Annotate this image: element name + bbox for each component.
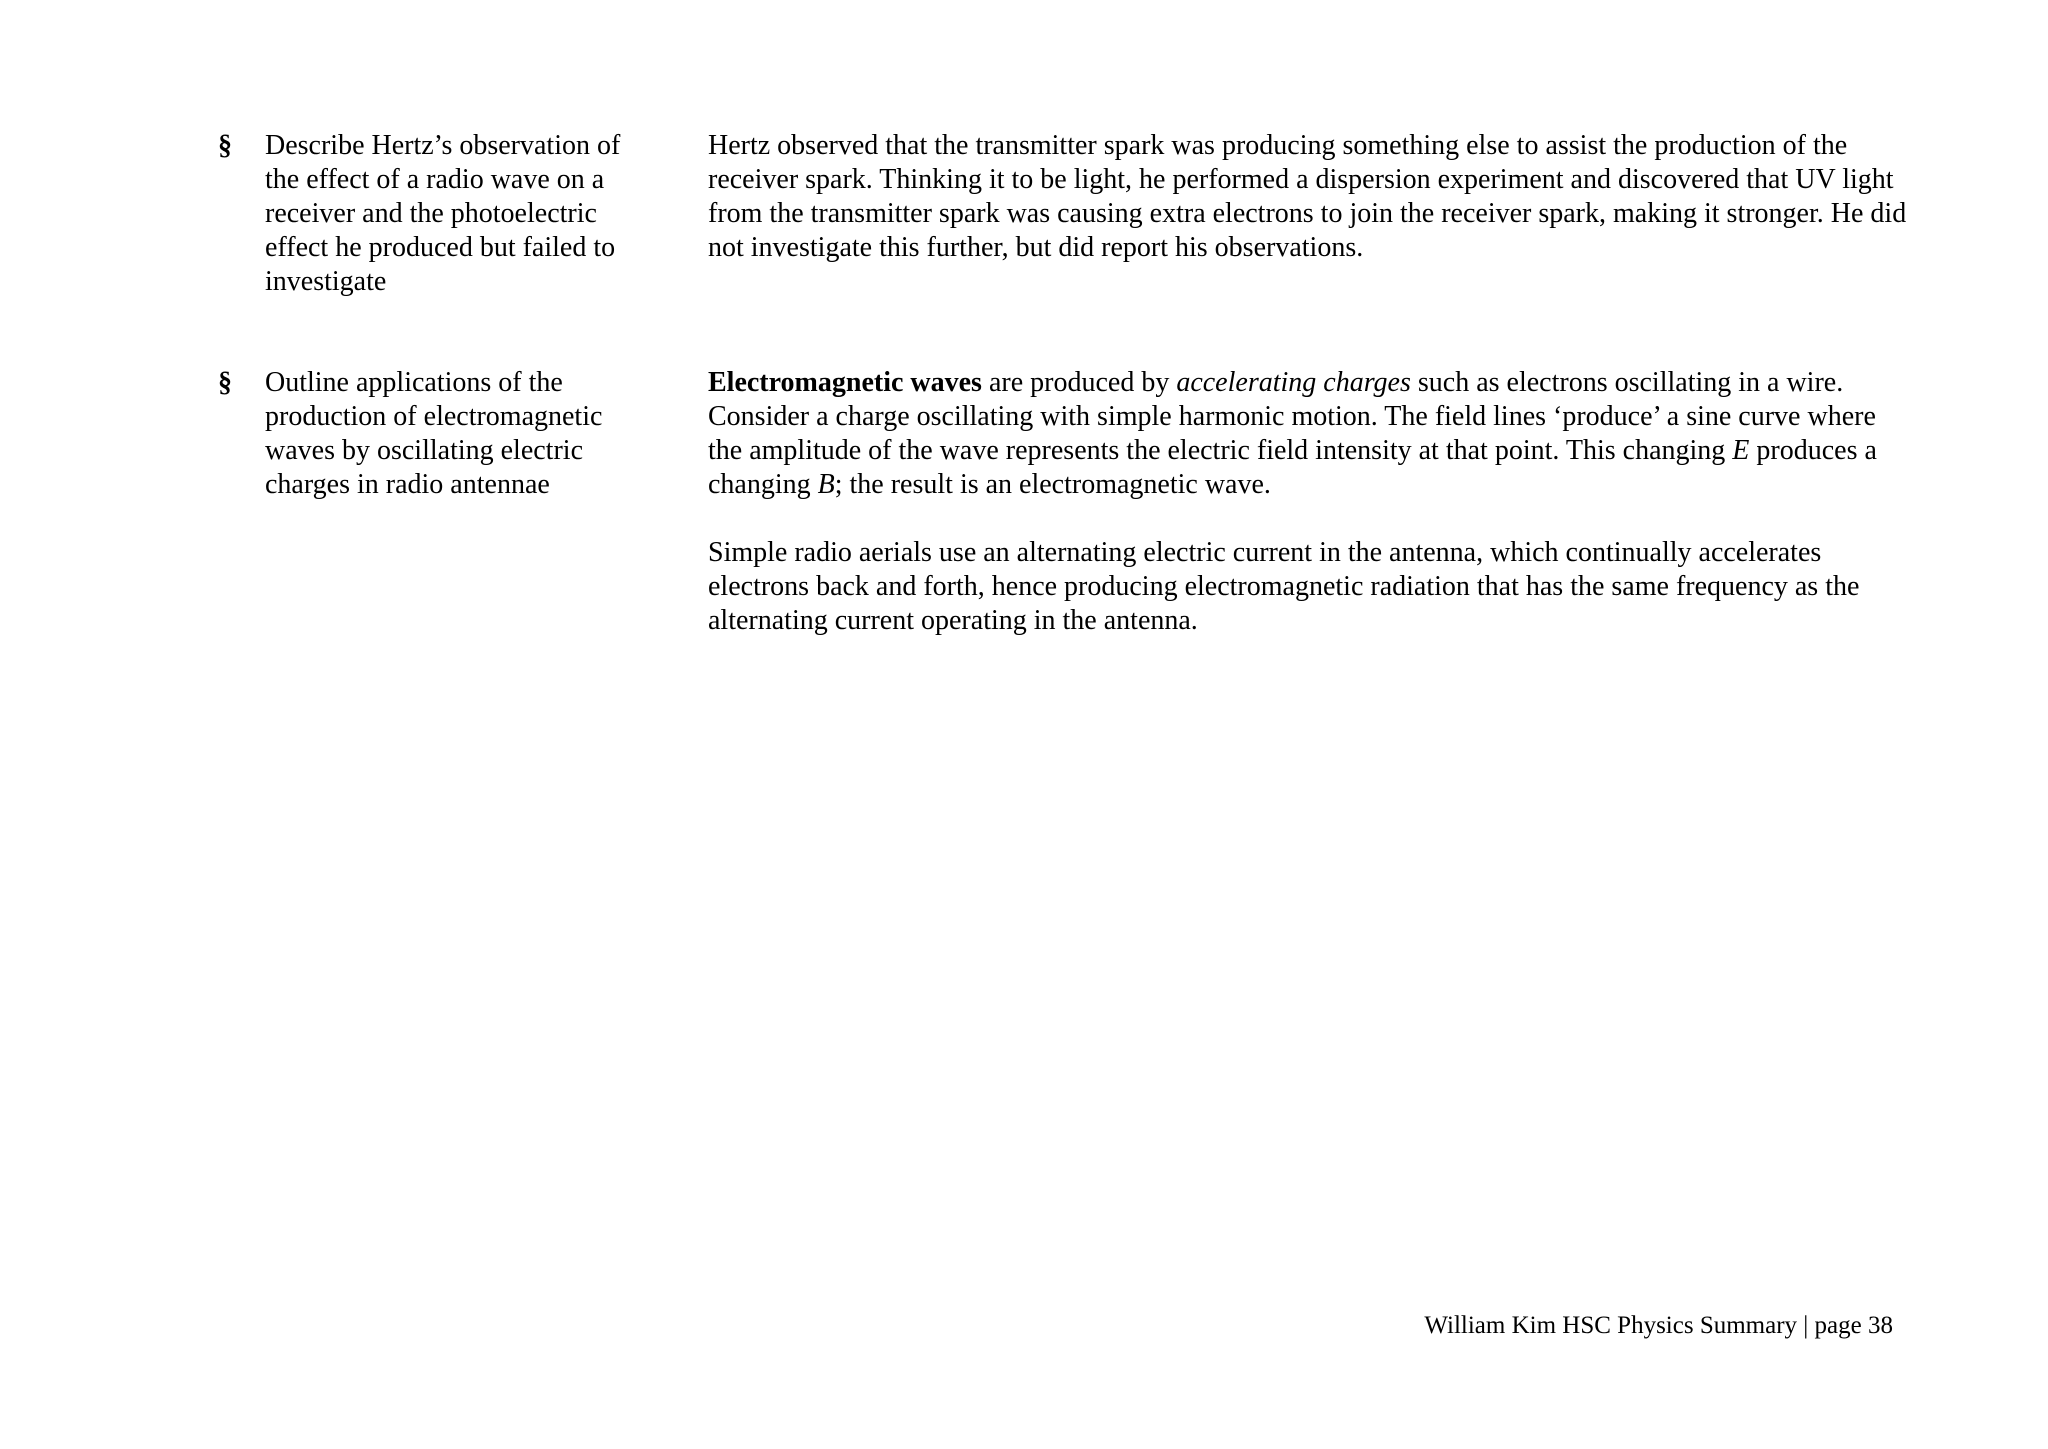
text-span: ; the result is an electromagnetic wave. [834,469,1271,500]
variable-e: E [1732,435,1750,466]
section-bullet: § [218,130,232,161]
explanation-antennae [708,366,1908,638]
term-electromagnetic-waves: Electromagnetic waves [708,367,982,398]
paragraph-radio-aerials: Simple radio aerials use an alternating electric current in the antenna, which continually accelerates electrons back and forth, hence producing electromagnetic radiation that has the same frequency as the alternating current operating in the antenna. [708,537,1860,636]
text-span: such as electrons oscillating in a wire. Consider a charge oscillating with simple harmonic motion. The field lines ‘produce’ a sine curve where the amplitude of the wave represents the electric field intensity at that point. This changing [708,367,1876,466]
page-footer: William Kim HSC Physics Summary | page 38 [1424,1312,1893,1339]
syllabus-outcome-antennae: Outline applications of the production of electromagnetic waves by oscillating electric charges in radio antennae [265,367,603,500]
paragraph-hertz-observation: Hertz observed that the transmitter spark was producing something else to assist the production of the receiver spark. Thinking it to be light, he performed a dispersion experiment and discovered that UV light from the transmitter spark was causing extra electrons to join the receiver spark, making it stronger. He did not investigate this further, but did report his observations. [708,130,1907,263]
explanation-hertz [708,129,1908,265]
text-span: are produced by [981,367,1177,398]
paragraph-em-waves [708,366,1908,502]
syllabus-outcome-hertz: Describe Hertz’s observation of the effect of a radio wave on a receiver and the photoelectric effect he produced but failed to investigate [265,130,621,297]
variable-b: B [817,469,835,500]
term-accelerating-charges: accelerating charges [1176,367,1411,398]
text-span: produces a changing [708,435,1877,500]
section-bullet: § [218,367,232,398]
